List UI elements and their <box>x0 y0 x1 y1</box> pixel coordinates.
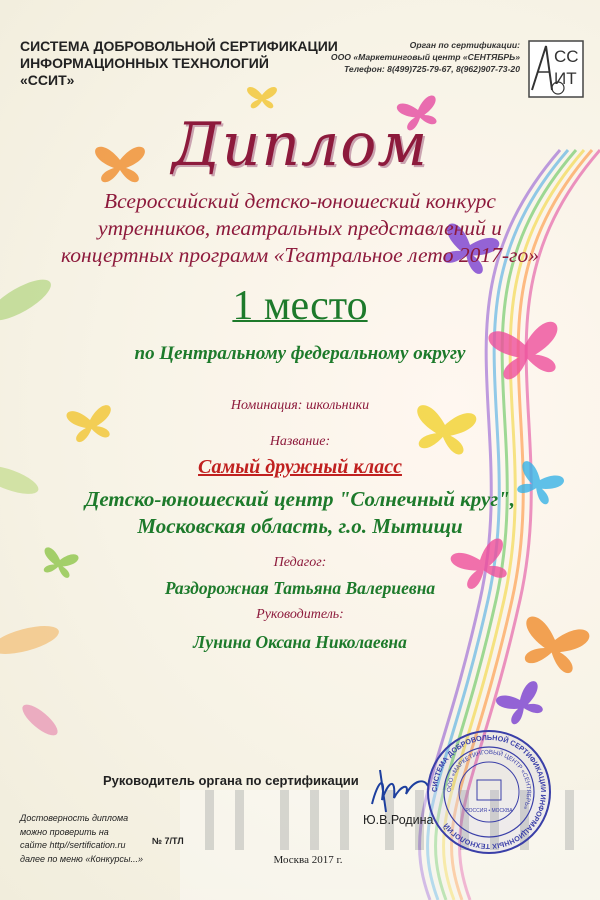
certification-body-info <box>280 39 520 75</box>
district: по Центральному федеральному округу <box>134 343 466 364</box>
svg-text:ООО «МАРКЕТИНГОВЫЙ ЦЕНТР «СЕНТ: ООО «МАРКЕТИНГОВЫЙ ЦЕНТР «СЕНТЯБРЬ» <box>446 749 532 811</box>
contest-name <box>20 188 580 269</box>
org-line: Орган по сертификации: <box>409 40 520 50</box>
verification-line: сайте http//sertification.ru <box>20 840 126 850</box>
certification-head-label: Руководитель органа по сертификации <box>103 773 359 788</box>
system-line: СИСТЕМА ДОБРОВОЛЬНОЙ СЕРТИФИКАЦИИ <box>20 38 338 54</box>
organization-line: Детско-юношеский центр "Солнечный круг", <box>84 487 516 511</box>
svg-text:РОССИЯ • МОСКВА: РОССИЯ • МОСКВА <box>465 808 513 814</box>
diploma-number: № 7/ТЛ <box>152 836 184 846</box>
organization-name <box>20 486 580 540</box>
place-award <box>0 282 600 330</box>
place-text: 1 место <box>232 283 368 329</box>
teacher-name: Раздорожная Татьяна Валериевна <box>164 578 436 598</box>
contest-line: концертных программ «Театральное лето 2017-го» <box>61 243 539 267</box>
verification-line: далее по меню «Конкурсы...» <box>20 853 143 864</box>
organization-line: Московская область, г.о. Мытищи <box>137 514 463 538</box>
teacher-label: Педагог: <box>273 555 327 570</box>
team-name <box>0 456 600 479</box>
head-label: Руководитель: <box>256 607 344 622</box>
org-line: Телефон: 8(499)725-79-67, 8(962)907-73-20 <box>343 64 520 74</box>
svg-text:СИСТЕМА ДОБРОВОЛЬНОЙ СЕРТИФИКА: СИСТЕМА ДОБРОВОЛЬНОЙ СЕРТИФИКАЦИИ ИНФОРМАЦИОННЫХ ТЕХНОЛОГИЙ <box>429 732 549 852</box>
system-line: «ССИТ» <box>20 72 75 88</box>
ssit-logo <box>528 40 584 98</box>
name-label: Название: <box>269 434 331 449</box>
head-name: Лунина Оксана Николаевна <box>193 632 407 652</box>
org-line: ООО «Маркетинговый центр «СЕНТЯБРЬ» <box>330 52 520 62</box>
diploma-title: Диплом <box>171 110 429 180</box>
contest-line: утренников, театральных представлений и <box>98 216 502 240</box>
verification-line: Достоверность диплома <box>20 813 129 823</box>
verification-line: можно проверить на <box>20 826 109 837</box>
svg-text:ИТ: ИТ <box>554 69 577 88</box>
nomination: Номинация: школьники <box>230 398 370 413</box>
svg-text:СС: СС <box>554 47 579 66</box>
system-line: ИНФОРМАЦИОННЫХ ТЕХНОЛОГИЙ <box>20 55 269 71</box>
signer-name: Ю.В.Родина <box>363 813 434 827</box>
contest-line: Всероссийский детско-юношеский конкурс <box>104 189 496 213</box>
team-name-text: Самый дружный класс <box>198 456 402 478</box>
city-year: Москва 2017 г. <box>273 854 343 866</box>
official-stamp <box>425 728 553 856</box>
